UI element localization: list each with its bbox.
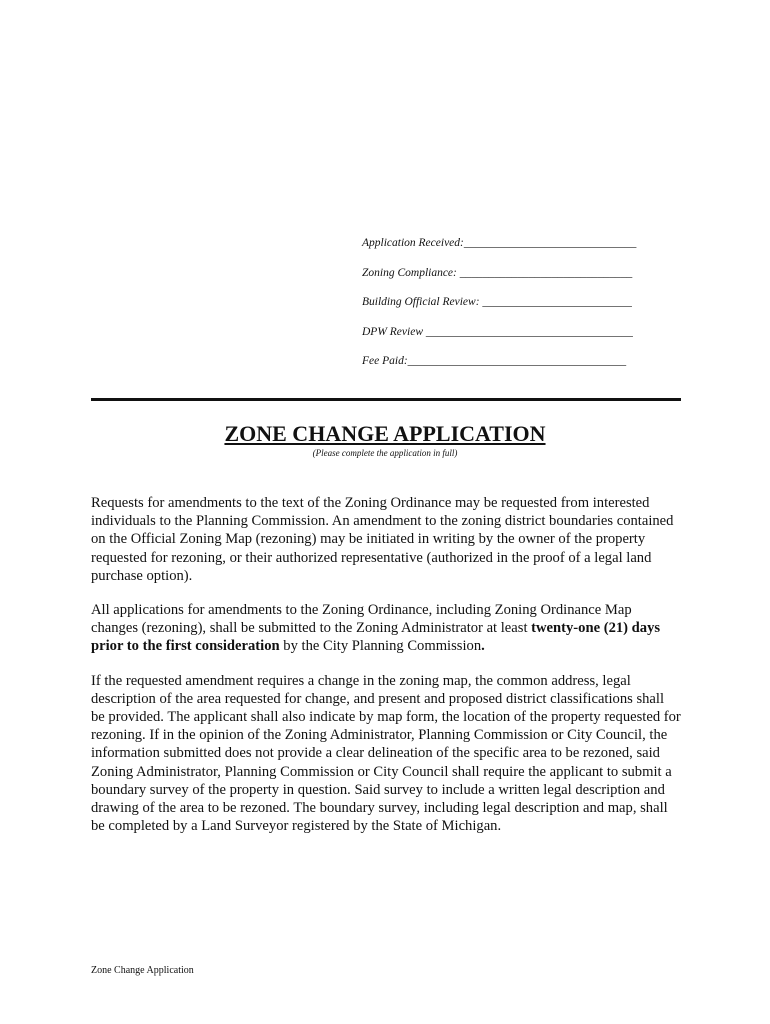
- fee-paid-line: [362, 354, 682, 384]
- office-use-block: [362, 236, 682, 384]
- fee-paid-label: Fee Paid:: [362, 355, 408, 368]
- application-received-line: [362, 236, 682, 266]
- paragraph-submission-deadline: [91, 601, 681, 656]
- deadline-text-end: by the City Planning Commission: [279, 638, 482, 655]
- zoning-compliance-blank: ______________________________: [459, 266, 633, 279]
- building-official-review-line: [362, 295, 682, 325]
- page-footer: Zone Change Application: [91, 965, 194, 976]
- zoning-compliance-label: Zoning Compliance:: [362, 266, 460, 279]
- deadline-text-start: All applications for amendments to the Zoning Ordinance, including Zoning Ordinance Map changes (rezoning), shall be submitted to the Zoning Administrator at least: [91, 602, 632, 637]
- zoning-compliance-line: [362, 266, 682, 296]
- paragraph-requirements: If the requested amendment requires a change in the zoning map, the common address, legal description of the area requested for change, and present and proposed district classifications shall be provided. The applicant shall also indicate by map form, the location of the property requested for rezoning. If in the opinion of the Zoning Administrator, Planning Commission or City Council, the information submitted does not provide a clear delineation of the specific area to be rezoned, said Zoning Administrator, Planning Commission or City Council shall require the applicant to submit a boundary survey of the property in question. Said survey to include a written legal description and drawing of the area to be rezoned. The boundary survey, including legal description and map, shall be completed by a Land Surveyor registered by the State of Michigan.: [91, 672, 681, 835]
- page-title-text: ZONE CHANGE APPLICATION: [224, 421, 546, 446]
- page-subtitle: (Please complete the application in full): [312, 448, 458, 458]
- dpw-review-label: DPW Review: [362, 325, 426, 338]
- deadline-period: .: [481, 638, 485, 655]
- dpw-review-blank: ____________________________________: [425, 325, 633, 338]
- building-official-review-blank: __________________________: [482, 296, 632, 309]
- building-official-review-label: Building Official Review:: [362, 296, 483, 309]
- body-text: [91, 494, 681, 851]
- application-received-blank: ______________________________: [463, 237, 637, 249]
- dpw-review-line: [362, 325, 682, 355]
- paragraph-amendments: Requests for amendments to the text of the Zoning Ordinance may be requested from interested individuals to the Planning Commission. An amendment to the zoning district boundaries contained on the Official Zoning Map (rezoning) may be initiated in writing by the owner of the property requested for rezoning, or their authorized representative (authorized in the proof of a legal land purchase option).: [91, 495, 674, 584]
- deadline-bold-text: twenty-one (21) days prior to the first consideration: [91, 620, 661, 655]
- page-title: [0, 421, 770, 447]
- application-received-label: Application Received:: [362, 237, 464, 249]
- horizontal-rule: [91, 398, 681, 401]
- fee-paid-blank: ______________________________________: [407, 355, 627, 368]
